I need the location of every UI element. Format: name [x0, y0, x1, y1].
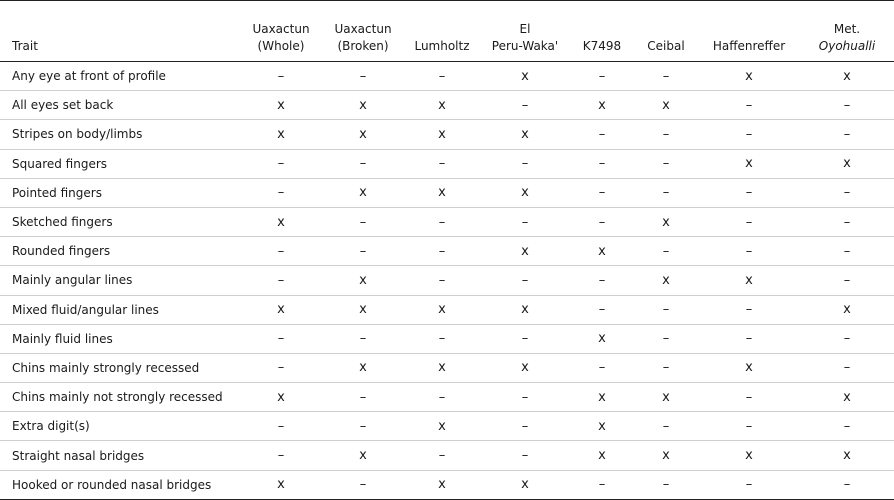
- trait-cell: Stripes on body/limbs: [0, 120, 240, 149]
- value-cell: –: [634, 149, 698, 178]
- value-cell: x: [480, 120, 570, 149]
- value-cell: –: [570, 266, 634, 295]
- value-cell: –: [322, 237, 404, 266]
- value-cell: x: [698, 441, 800, 470]
- trait-cell: Chins mainly strongly recessed: [0, 353, 240, 382]
- value-cell: –: [322, 383, 404, 412]
- value-cell: x: [322, 120, 404, 149]
- trait-cell: Extra digit(s): [0, 412, 240, 441]
- value-cell: –: [480, 324, 570, 353]
- value-cell: –: [570, 178, 634, 207]
- value-cell: x: [404, 353, 480, 382]
- table-row: [0, 207, 894, 236]
- value-cell: –: [634, 470, 698, 499]
- value-cell: –: [404, 441, 480, 470]
- trait-cell: Straight nasal bridges: [0, 441, 240, 470]
- value-cell: x: [322, 441, 404, 470]
- value-cell: –: [800, 178, 894, 207]
- column-header-line1: K7498: [582, 39, 622, 53]
- value-cell: x: [570, 383, 634, 412]
- trait-cell: Squared fingers: [0, 149, 240, 178]
- header-row: [0, 1, 894, 62]
- value-cell: x: [698, 266, 800, 295]
- column-header: [480, 1, 570, 62]
- trait-cell: Hooked or rounded nasal bridges: [0, 470, 240, 499]
- value-cell: x: [322, 295, 404, 324]
- value-cell: –: [570, 470, 634, 499]
- value-cell: –: [240, 149, 322, 178]
- column-header-line2: (Whole): [257, 39, 305, 53]
- value-cell: –: [240, 178, 322, 207]
- value-cell: x: [240, 383, 322, 412]
- value-cell: –: [634, 62, 698, 91]
- value-cell: –: [480, 149, 570, 178]
- table-row: [0, 412, 894, 441]
- value-cell: –: [800, 266, 894, 295]
- value-cell: x: [634, 266, 698, 295]
- trait-cell: Any eye at front of profile: [0, 62, 240, 91]
- value-cell: –: [570, 120, 634, 149]
- value-cell: x: [480, 353, 570, 382]
- trait-cell: Mixed fluid/angular lines: [0, 295, 240, 324]
- value-cell: –: [698, 383, 800, 412]
- value-cell: x: [404, 470, 480, 499]
- value-cell: x: [570, 324, 634, 353]
- value-cell: x: [480, 62, 570, 91]
- value-cell: –: [698, 120, 800, 149]
- column-header-line1: Ceibal: [647, 39, 685, 53]
- value-cell: x: [800, 441, 894, 470]
- value-cell: –: [240, 237, 322, 266]
- value-cell: –: [634, 178, 698, 207]
- value-cell: x: [570, 441, 634, 470]
- value-cell: –: [570, 62, 634, 91]
- value-cell: x: [322, 91, 404, 120]
- column-header: [634, 1, 698, 62]
- value-cell: –: [698, 91, 800, 120]
- column-header: [698, 1, 800, 62]
- value-cell: –: [570, 295, 634, 324]
- value-cell: x: [240, 91, 322, 120]
- value-cell: x: [480, 470, 570, 499]
- column-header-line1: El: [519, 22, 531, 36]
- trait-cell: All eyes set back: [0, 91, 240, 120]
- value-cell: –: [698, 412, 800, 441]
- trait-cell: Pointed fingers: [0, 178, 240, 207]
- value-cell: x: [480, 295, 570, 324]
- value-cell: x: [480, 178, 570, 207]
- table-row: [0, 237, 894, 266]
- value-cell: –: [634, 295, 698, 324]
- column-header-line1: Uaxactun: [252, 22, 310, 36]
- value-cell: x: [322, 353, 404, 382]
- value-cell: –: [570, 207, 634, 236]
- table-row: [0, 91, 894, 120]
- table-row: [0, 120, 894, 149]
- value-cell: x: [240, 120, 322, 149]
- value-cell: –: [480, 412, 570, 441]
- value-cell: x: [480, 237, 570, 266]
- value-cell: –: [240, 412, 322, 441]
- value-cell: –: [322, 207, 404, 236]
- value-cell: –: [322, 412, 404, 441]
- value-cell: x: [800, 295, 894, 324]
- value-cell: x: [698, 62, 800, 91]
- trait-cell: Rounded fingers: [0, 237, 240, 266]
- column-header: [404, 1, 480, 62]
- value-cell: x: [322, 266, 404, 295]
- column-header: [800, 1, 894, 62]
- value-cell: –: [404, 324, 480, 353]
- column-header-line1: Met.: [833, 22, 861, 36]
- value-cell: –: [480, 266, 570, 295]
- table-row: [0, 266, 894, 295]
- table-row: [0, 149, 894, 178]
- value-cell: –: [404, 149, 480, 178]
- value-cell: –: [634, 120, 698, 149]
- value-cell: –: [240, 266, 322, 295]
- value-cell: x: [570, 237, 634, 266]
- column-header: [570, 1, 634, 62]
- value-cell: –: [322, 149, 404, 178]
- value-cell: x: [240, 207, 322, 236]
- value-cell: –: [240, 353, 322, 382]
- trait-cell: Mainly angular lines: [0, 266, 240, 295]
- value-cell: –: [698, 207, 800, 236]
- value-cell: –: [322, 62, 404, 91]
- value-cell: –: [698, 178, 800, 207]
- value-cell: –: [570, 149, 634, 178]
- value-cell: –: [698, 470, 800, 499]
- value-cell: –: [800, 91, 894, 120]
- value-cell: x: [800, 383, 894, 412]
- value-cell: –: [240, 62, 322, 91]
- column-header-line2: (Broken): [337, 39, 389, 53]
- value-cell: x: [404, 412, 480, 441]
- table-row: [0, 178, 894, 207]
- value-cell: –: [404, 62, 480, 91]
- value-cell: –: [634, 412, 698, 441]
- value-cell: x: [404, 91, 480, 120]
- trait-cell: Sketched fingers: [0, 207, 240, 236]
- value-cell: x: [634, 91, 698, 120]
- value-cell: x: [698, 149, 800, 178]
- column-header-line1: Lumholtz: [414, 39, 470, 53]
- value-cell: –: [800, 120, 894, 149]
- table-header: [0, 1, 894, 62]
- table-row: [0, 470, 894, 499]
- table-row: [0, 441, 894, 470]
- value-cell: x: [570, 91, 634, 120]
- value-cell: –: [800, 470, 894, 499]
- value-cell: –: [480, 91, 570, 120]
- column-header: [240, 1, 322, 62]
- column-header-line2: Peru-Waka': [491, 39, 559, 53]
- value-cell: –: [698, 237, 800, 266]
- value-cell: –: [634, 353, 698, 382]
- value-cell: x: [634, 383, 698, 412]
- value-cell: –: [404, 207, 480, 236]
- value-cell: –: [240, 324, 322, 353]
- value-cell: x: [404, 120, 480, 149]
- value-cell: x: [800, 62, 894, 91]
- value-cell: x: [240, 295, 322, 324]
- value-cell: x: [404, 295, 480, 324]
- value-cell: –: [800, 207, 894, 236]
- table-row: [0, 324, 894, 353]
- value-cell: –: [404, 266, 480, 295]
- table-body: [0, 62, 894, 500]
- value-cell: –: [404, 383, 480, 412]
- column-header-line1: Trait: [12, 39, 38, 53]
- trait-cell: Mainly fluid lines: [0, 324, 240, 353]
- trait-cell: Chins mainly not strongly recessed: [0, 383, 240, 412]
- value-cell: x: [800, 149, 894, 178]
- value-cell: –: [800, 412, 894, 441]
- value-cell: –: [240, 441, 322, 470]
- value-cell: x: [634, 441, 698, 470]
- value-cell: –: [698, 324, 800, 353]
- value-cell: x: [404, 178, 480, 207]
- value-cell: x: [240, 470, 322, 499]
- table-row: [0, 383, 894, 412]
- value-cell: –: [570, 353, 634, 382]
- value-cell: –: [480, 383, 570, 412]
- value-cell: x: [634, 207, 698, 236]
- value-cell: –: [404, 237, 480, 266]
- value-cell: x: [570, 412, 634, 441]
- table-row: [0, 353, 894, 382]
- column-header-line1: Haffenreffer: [712, 39, 786, 53]
- value-cell: x: [322, 178, 404, 207]
- value-cell: –: [800, 324, 894, 353]
- value-cell: –: [800, 353, 894, 382]
- column-header-line2: Oyohualli: [818, 39, 876, 53]
- value-cell: –: [480, 441, 570, 470]
- column-header-trait: [0, 1, 240, 62]
- value-cell: –: [634, 324, 698, 353]
- value-cell: –: [800, 237, 894, 266]
- column-header-line1: Uaxactun: [334, 22, 392, 36]
- value-cell: x: [698, 353, 800, 382]
- value-cell: –: [698, 295, 800, 324]
- value-cell: –: [480, 207, 570, 236]
- table-row: [0, 62, 894, 91]
- value-cell: –: [322, 324, 404, 353]
- value-cell: –: [322, 470, 404, 499]
- table-row: [0, 295, 894, 324]
- value-cell: –: [634, 237, 698, 266]
- column-header: [322, 1, 404, 62]
